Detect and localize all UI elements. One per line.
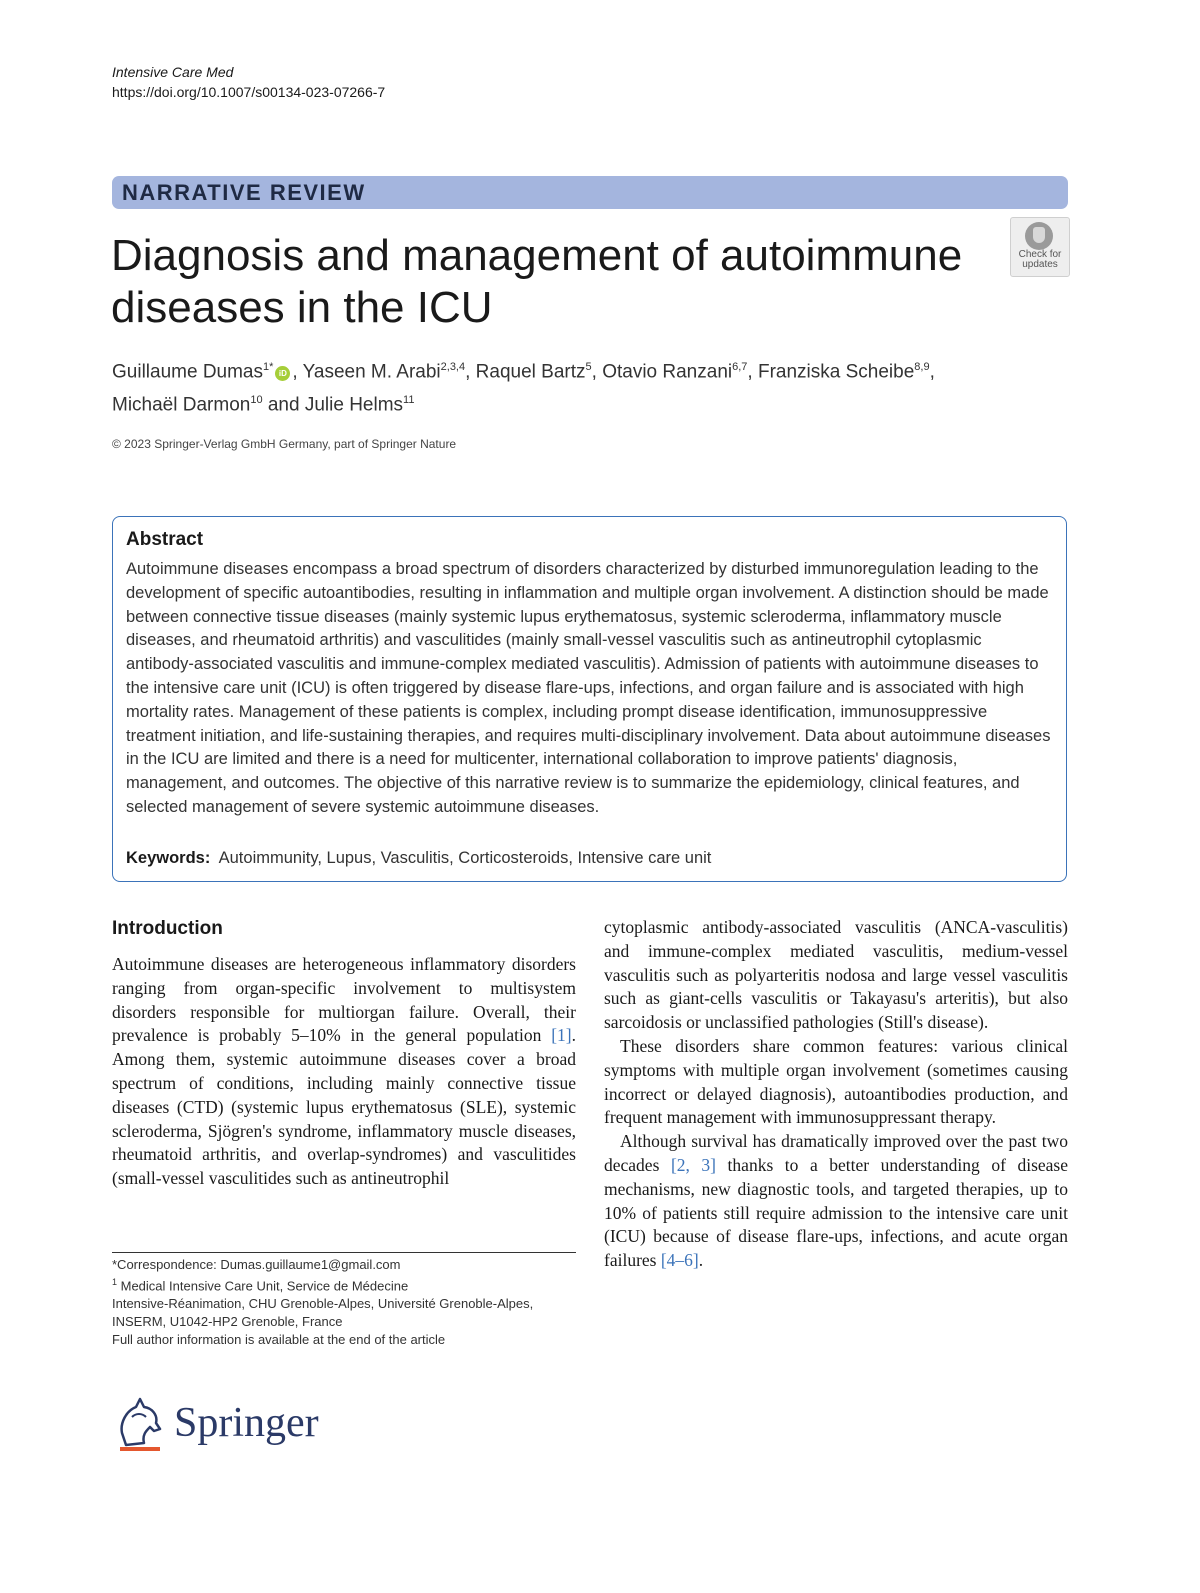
author-name[interactable]: Raquel Bartz (475, 361, 586, 383)
body-column-left (112, 953, 576, 1191)
author-info-note: Full author information is available at the end of the article (112, 1331, 446, 1347)
check-updates-label: Check for updates (1018, 249, 1062, 270)
body-paragraph: Autoimmune diseases are heterogeneous inflammatory disorders ranging from organ-specific involvement to multisystem disorders responsible for multiorgan failure. Overall, their prevalence is probably 5–10% in the general population [1]. Among them, systemic autoimmune diseases cover a broad spectrum of conditions, including mainly connective tissue diseases (CTD) (systemic lupus erythematosus (SLE), systemic scleroderma, Sjögren's syndrome, inflammatory muscle diseases, rheumatoid arthritis, and overlap-syndromes) and vasculitides (small-vessel vasculitides such as antineutrophil (112, 954, 576, 1189)
author-name[interactable]: Guillaume Dumas (112, 361, 263, 383)
article-type-label: NARRATIVE REVIEW (122, 180, 366, 205)
body-paragraph: Although survival has dramatically improved over the past two decades [2, 3] thanks to a better understanding of disease mechanisms, new diagnostic tools, and targeted therapies, up to 10% of patients still require admission to the intensive care unit (ICU) because of disease flare-ups, infections, and acute organ failures [4–6]. (604, 1131, 1068, 1271)
citation-link[interactable]: [1] (551, 1025, 572, 1046)
body-paragraph: cytoplasmic antibody-associated vasculitis (ANCA-vasculitis) and immune-complex mediated vasculitis, medium-vessel vasculitis such as polyarteritis nodosa and large vessel vasculitis such as giant-cells vasculitis or Takayasu's arteritis), but also sarcoidosis or unclassified pathologies (Still's disease). (604, 917, 1068, 1033)
keywords-line (126, 849, 1051, 868)
author-name[interactable]: Michaël Darmon (112, 394, 251, 416)
abstract-box (112, 516, 1067, 882)
author-list: Guillaume Dumas$^{1*}$iD , Yaseen M. Arabi$^{2,3,4}$, Raquel Bartz$^5$, Otavio Ranzani$^{6,7}$, Franziska Scheibe$^{8,9}$, Michaël Darmon$^{10}$ and Julie Helms$^{11}$ (112, 361, 935, 416)
author-affiliation-sup: 11 (403, 394, 415, 407)
article-title: Diagnosis and management of autoimmune diseases in the ICU (111, 231, 963, 332)
affiliation-line: INSERM, U1042-HP2 Grenoble, France (112, 1313, 343, 1329)
article-type-banner (112, 176, 1068, 209)
citation-link[interactable]: [4–6] (660, 1250, 699, 1271)
orcid-icon[interactable]: iD (275, 366, 290, 381)
author-affiliation-sup: 5 (585, 361, 592, 373)
author-affiliation-sup: 8,9 (914, 361, 930, 373)
footnote-divider (112, 1252, 576, 1253)
correspondence-line: *Correspondence: Dumas.guillaume1@gmail.com (112, 1257, 401, 1272)
affiliation-line: Intensive-Réanimation, CHU Grenoble-Alpes, Université Grenoble-Alpes, (112, 1295, 534, 1311)
author-affiliation-sup: 6,7 (732, 361, 748, 373)
journal-name: Intensive Care Med (112, 64, 234, 80)
publisher-name: Springer (174, 1400, 319, 1446)
journal-info (112, 62, 385, 102)
keywords-list: Autoimmunity, Lupus, Vasculitis, Corticosteroids, Intensive care unit (218, 849, 712, 867)
springer-logo (112, 1395, 362, 1455)
introduction-heading: Introduction (112, 918, 223, 939)
springer-horse-icon (112, 1395, 170, 1455)
doi-link[interactable]: https://doi.org/10.1007/s00134-023-07266-7 (112, 84, 386, 100)
keywords-label: Keywords: (126, 849, 211, 867)
copyright-notice: © 2023 Springer-Verlag GmbH Germany, part of Springer Nature (112, 437, 457, 451)
author-affiliation-sup: 1* (263, 361, 274, 373)
check-updates-icon (1025, 222, 1053, 250)
check-for-updates-badge[interactable] (1010, 217, 1070, 277)
body-column-right (604, 916, 1068, 1273)
affiliation-line: $^1$ Medical Intensive Care Unit, Service de Médecine (112, 1276, 409, 1294)
citation-link[interactable]: [2, 3] (670, 1154, 717, 1175)
abstract-text: Autoimmune diseases encompass a broad spectrum of disorders characterized by disturbed immunoregulation leading to the development of specific autoantibodies, resulting in inflammation and multiple organ involvement. A distinction should be made between connective tissue diseases (mainly systemic lupus erythematosus, systemic scleroderma, inflammatory muscle diseases, and rheumatoid arthritis) and vasculitides (mainly small-vessel vasculitis such as antineutrophil cytoplasmic antibody-associated vasculitis and immune-complex mediated vasculitis). Admission of patients with autoimmune diseases to the intensive care unit (ICU) is often triggered by disease flare-ups, infections, and organ failure and is associated with high mortality rates. Management of these patients is complex, including prompt disease identification, immunosuppressive treatment initiation, and life-sustaining therapies, and requires multi-disciplinary involvement. Data about autoimmune diseases in the ICU are limited and there is a need for multicenter, international collaboration to improve patients' diagnosis, management, and outcomes. The objective of this narrative review is to summarize the epidemiology, clinical features, and selected management of severe systemic autoimmune diseases. (126, 560, 1051, 816)
abstract-heading: Abstract (126, 529, 204, 550)
body-paragraph: These disorders share common features: various clinical symptoms with multiple organ involvement (sometimes causing incorrect or delayed diagnosis), autoantibodies production, and frequent management with immunosuppressant therapy. (604, 1035, 1068, 1128)
author-name[interactable]: Yaseen M. Arabi (302, 361, 441, 383)
author-name[interactable]: Otavio Ranzani (602, 361, 733, 383)
author-name[interactable]: Franziska Scheibe (757, 361, 915, 383)
footnotes (112, 1256, 576, 1348)
author-affiliation-sup: 10 (250, 394, 263, 407)
author-affiliation-sup: 2,3,4 (440, 361, 466, 373)
author-name[interactable]: Julie Helms (304, 394, 404, 416)
